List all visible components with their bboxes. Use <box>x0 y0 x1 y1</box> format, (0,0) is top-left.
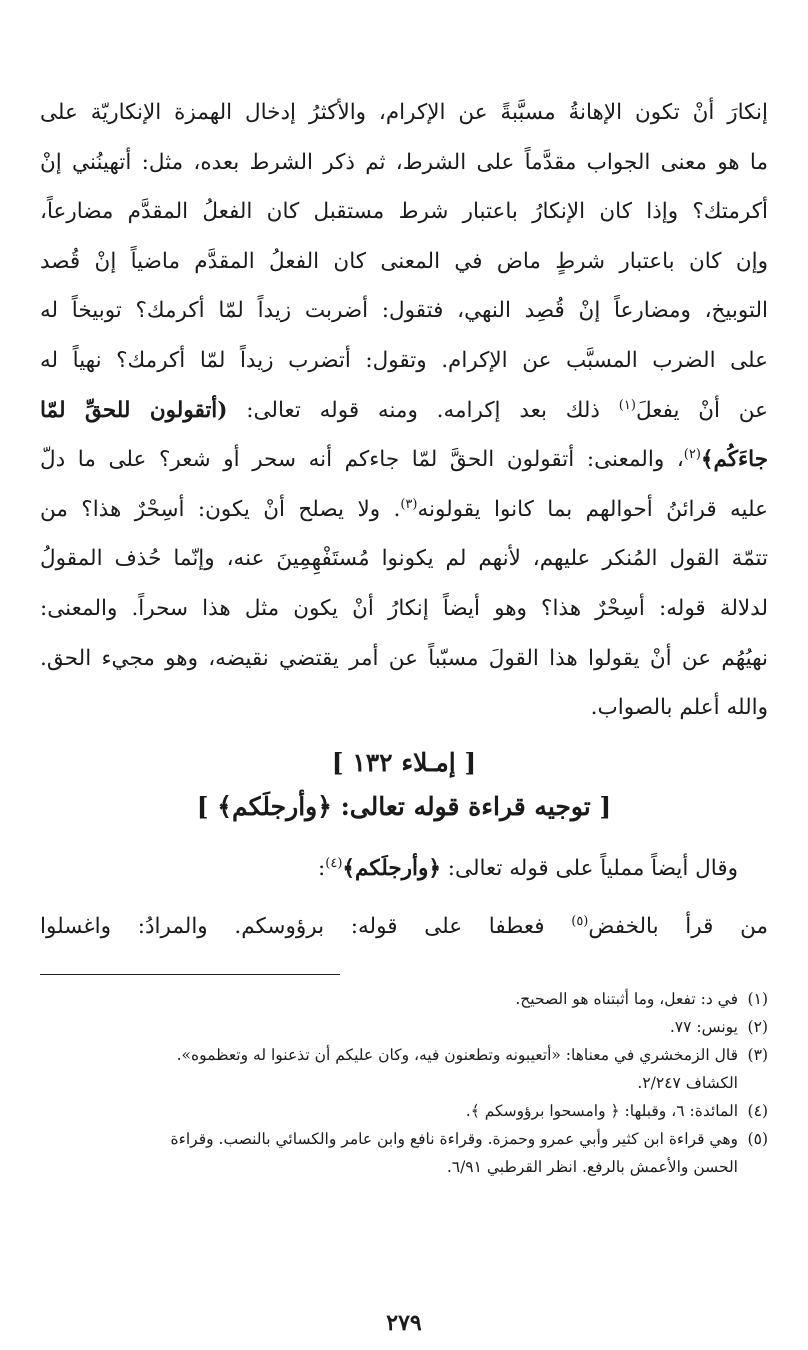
footnote-number: (١) <box>747 990 768 1008</box>
text-line <box>40 435 768 485</box>
section-heading: [ إمـلاء ١٣٢ ] <box>331 747 477 777</box>
footnote <box>40 1013 768 1041</box>
text-line: وإن كان باعتبار شرطٍ ماض في المعنى كان الفعلُ المقدَّم ماضياً إنْ قُصد <box>40 248 768 274</box>
text-segment: : <box>318 855 326 881</box>
text-segment: ذلك بعد إكرامه. ومنه قوله تعالى: <box>227 397 619 423</box>
footnote-text: الكشاف ٢/٢٤٧. <box>637 1074 738 1092</box>
quran-quote: (أتقولون للحقِّ لمّا <box>40 397 228 423</box>
footnote-text: قال الزمخشري في معناها: «أتعيبونه وتطعنون فيه، وكان عليكم أن تذعنوا له وتعظموه». <box>176 1046 738 1064</box>
footnote-number: (٣) <box>747 1046 768 1064</box>
footnote-number: (٥) <box>747 1130 768 1148</box>
text-segment: . ولا يصلح أنْ يكون: أسِحْرٌ هذا؟ من <box>40 496 401 522</box>
text-line <box>40 905 768 949</box>
page <box>40 88 768 1336</box>
text-line: لدلالة قوله: أسِحْرٌ هذا؟ وهو أيضاً إنكارُ أنْ يكون مثل هذا سحراً. والمعنى: <box>40 595 768 621</box>
text-line: والله أعلم بالصواب. <box>590 695 768 721</box>
footnote-number: (٤) <box>747 1102 768 1120</box>
quran-quote: ﴿وأرجلَكم﴾ <box>342 855 441 881</box>
page-number: ٢٧٩ <box>386 1310 422 1336</box>
footnote-ref[interactable]: (٣) <box>400 496 418 512</box>
text-line: تتمّة القول المُنكر عليهم، لأنهم لم يكونوا مُستَفْهِمِينَ عنه، وإنّما حُذف المقولُ <box>40 546 768 572</box>
text-segment: عليه قرائنُ أحوالهم بما كانوا يقولونه <box>417 496 768 522</box>
text-line: نهيُهُم عن أنْ يقولوا هذا القولَ مسبّباً عن أمر يقتضي نقيضه، وهو مجيء الحق. <box>40 645 768 671</box>
footnote-number: (٢) <box>747 1018 768 1036</box>
text-line: ما هو معنى الجواب مقدَّماً على الشرط، ثم ذكر الشرط بعده، مثل: أتهينُني إنْ <box>40 149 768 175</box>
text-line: على الضرب المسبَّب عن الإكرام. وتقول: أتضرب زيداً لمّا أكرمك؟ نهياً له <box>40 347 768 373</box>
text-segment: ، والمعنى: أتقولون الحقَّ لمّا جاءكم أنه سحر أو شعر؟ على ما دلّ <box>40 447 684 473</box>
footnote <box>40 1125 768 1181</box>
text-segment: من قرأ بالخفض <box>588 913 768 939</box>
text-segment: وقال أيضاً مملياً على قوله تعالى: <box>440 855 738 881</box>
text-segment: فعطفا على قوله: برؤوسكم. والمرادُ: واغسلوا <box>40 913 572 939</box>
footnote <box>40 1041 768 1097</box>
text-line: التوبيخ، ومضارعاً إنْ قُصِد النهي، فتقول: أضربت زيداً لمّا أكرمك؟ توبيخاً له <box>40 298 768 324</box>
text-line: أكرمتك؟ وإذا كان الإنكارُ باعتبار شرط مستقبل كان الفعلُ المقدَّم مضارعاً، <box>40 199 768 225</box>
quran-quote: جاءَكُم﴾ <box>700 447 768 473</box>
footnote-ref[interactable]: (٤) <box>325 855 343 871</box>
footnotes <box>40 985 768 1181</box>
footnote <box>40 1097 768 1125</box>
footnote-text: المائدة: ٦، وقبلها: ﴿ وامسحوا برؤوسكم ﴾. <box>465 1102 738 1120</box>
intro-line <box>40 847 768 891</box>
footnote-ref[interactable]: (٢) <box>683 447 701 462</box>
footnote <box>40 985 768 1013</box>
footnote-text: في د: تفعل، وما أثبتناه هو الصحيح. <box>515 990 738 1008</box>
text-segment: عن أنْ يفعلَ <box>635 397 768 423</box>
footnote-text: الحسن والأعمش بالرفع. انظر القرطبي ٦/٩١. <box>446 1158 738 1176</box>
text-line: إنكارَ أنْ تكون الإهانةُ مسبَّبةً عن الإكرام، والأكثرُ إدخال الهمزة الإنكاريّة على <box>40 100 768 125</box>
footnote-ref[interactable]: (٥) <box>571 913 589 929</box>
text-line <box>40 386 768 436</box>
footnote-text: وهي قراءة ابن كثير وأبي عمرو وحمزة. وقراءة نافع وابن عامر والكسائي بالنصب. وقراءة <box>170 1130 738 1148</box>
footnote-ref[interactable]: (١) <box>618 397 636 413</box>
footnote-divider <box>40 974 340 975</box>
footnote-text: يونس: ٧٧. <box>669 1018 738 1036</box>
section-subheading: [ توجيه قراءة قوله تعالى: ﴿وأرجلَكم﴾ ] <box>196 791 612 821</box>
main-text <box>40 88 768 733</box>
text-line <box>40 485 768 535</box>
